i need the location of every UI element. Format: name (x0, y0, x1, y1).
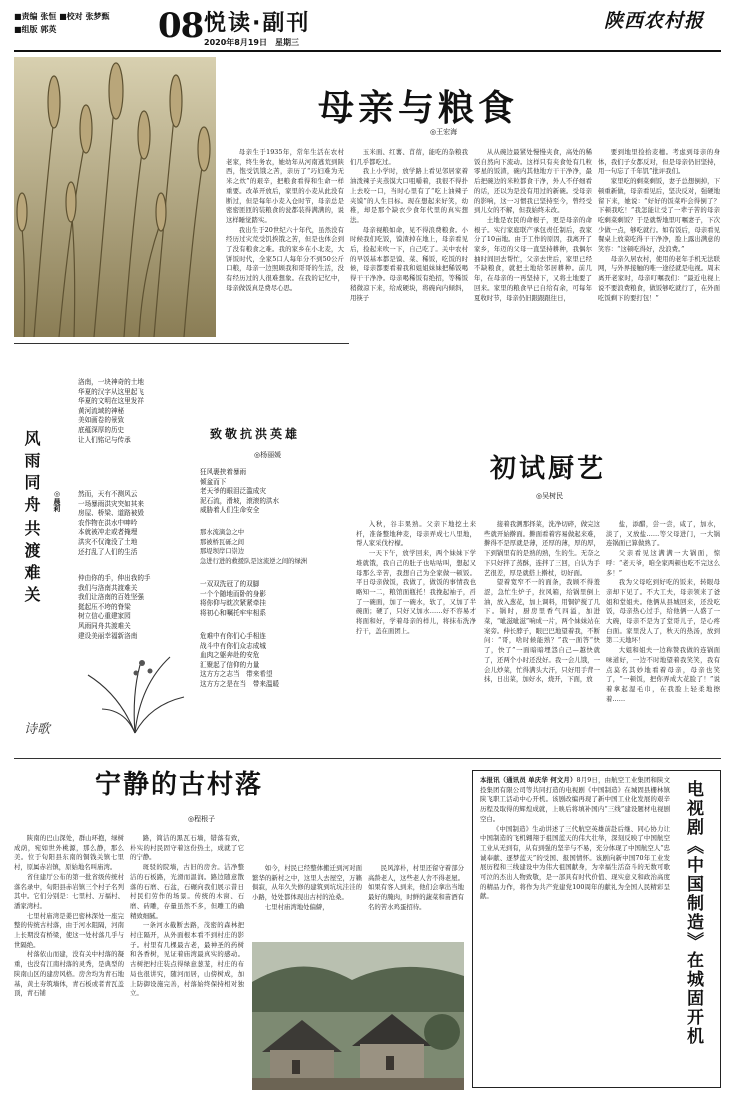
poem-line: 泥石流，滑坡，滚滚的洪水 (200, 496, 280, 505)
poem-line: 威胁着人们生命安全 (200, 506, 260, 515)
poem-stanza (200, 632, 279, 690)
paragraph: 民风淳朴，村里还留守着部分高龄老人，这些老人舍不得老屋。如果有客人到来，他们会拿出当地最好的腌肉，时鲜的蔬菜和苗酒有名的苦水鸡蛋招待。 (368, 864, 464, 911)
poem-line: 还打乱了人们的生活 (78, 547, 138, 556)
page-number: 08 (158, 6, 204, 46)
poem-stanza (78, 574, 151, 641)
paragraph: 父亲看见这满满一大锅面，惊呼：“老天爷，咱全家两顿也吃不完这么多！” (606, 549, 720, 577)
article4-author: ◎程根子 (188, 815, 216, 823)
article1-column-3 (474, 148, 592, 388)
poem-line: 挺起压不垮的脊梁 (78, 602, 131, 611)
section-title: 悦读·副刊 (204, 11, 311, 36)
paragraph: 七里村庙湾地处偏僻， (264, 902, 329, 911)
poem-line: 美如画卷的景致 (78, 416, 125, 425)
poem-line: 急进行进的救援队是这流逆之间的绿洲 (200, 557, 308, 565)
paragraph: 一天下午，放学回来，两个妹妹下学堆就饿，我自己的肚子也咕咕叫，想起又母那么辛苦，我想自己为全家做一顿饭。平日母亲做饭，我做了，做饭的事情我也略知一二，粮馆面瓶托！我挽起袖子，舀了一碗面，加了一碗水，软了，又加了半碗面；硬了，只好又加水……好不容易才将面和好，学着母亲的样儿，将抹布洗净拧干，盖在面团上。 (356, 549, 476, 635)
article1-column-4 (598, 148, 720, 388)
poem-line: 这方方之是在当 带来温暖 (200, 679, 280, 688)
paragraph: 大姐和姐夫一边称赞我做的连锅面味道好，一边不时地望着我笑笑，我有点莫名其妙地看着母亲，母亲也笑了，“一顿饭，把你弄成大花脸了！”说着拿起湿毛巾，在我脸上轻柔地擦着…… (606, 646, 720, 703)
designer-credit: ■组版 郭英 (14, 25, 57, 34)
poem-stanza (200, 468, 279, 516)
paragraph: 家里吃的剩菜剩饭，妻子总想倒掉，下顿重新做，母亲看见后，坚决反对，强硬地留下来，她说：“好好的饭菜咋会得倒了？下顿我吃！”我怎能让受了一辈子苦的母亲吃剩菜剩饭？于是就帮地里叮嘱妻子，下次少做一点，够吃就行。如有饭后，母亲看见餐桌上放菜吃得干干净净，脸上露出满意的笑容：“这顿吃得好，没浪费。” (598, 177, 720, 254)
orchid-illustration (80, 645, 190, 735)
poem-side-author: ◎晨莉 (53, 490, 61, 512)
paragraph: 母亲生于1935年，常年生活在农村老家，终生务农，她幼年从河南逃荒到陕西，饱受饥饿之苦，亲历了“巧妇难为无米之炊”的艰辛，把粮食看得和生命一样重要。改革开放后，家里的小麦从此没有断过，但是每年小麦入仓时节，母亲总是密密匝匝的装粮食的瓮都装得满满的，说这样睡觉踏实。 (226, 148, 344, 224)
poem-line: 这方方之志当 带来希望 (200, 670, 273, 679)
poem-line: 那堤坝岸口崇边 (200, 548, 245, 556)
article4-column-4 (368, 864, 464, 934)
poem-side-title-b: 共渡难关 (22, 520, 41, 608)
poem-line: 农作物在洪水中呻吟 (78, 518, 138, 527)
issue-date: 2020年8月19日 星期三 (204, 38, 299, 47)
poem-line: 危难中有你们心手相连 (200, 632, 266, 640)
paragraph: 入秋，谷丰果熟。父亲下地挖土来杆，准备整地种麦，母亲弄成七八里地，帮人家采伐柠檬。 (356, 520, 476, 548)
paragraph: 陕南的巴山深处，群山环抱，绿树成荫，宛如世外桃源，那么静，那么美。位于旬阳县东南的铜钱关镇七里村，原属赤岩镇，原始地名叫庙湾。 (14, 834, 124, 872)
paragraph: 望着宽窄不一的面条，我顾不得羞涩，急忙生炉子，拉风箱，给锅里倒上油，放入葱花，加上调料，用铜铲搅了几下。锅时，厨房里香气四溢，加进菜，“呲滋呲滋”响成一片，两个妹妹站在案旁。伸长脖子，眼巴巴地望着我，不断问：“哥，啥时候能熟？”我一面答“快了，快了”一面暗暗埋怨自己—越快就了，还两个小时还没好。我一会儿饿，一会儿炒菜，忙得满头大汗，只好用手背一抹，日出菜，加好水，烧开，下面，放 (484, 578, 600, 684)
article3-column-3 (606, 520, 720, 752)
news-brief-body (480, 776, 670, 1084)
poem-line: 底蕴深厚的历史 (78, 425, 125, 434)
poem-line: 我们与洛南共渡难关 (78, 583, 138, 592)
poem-line: 一双双洗冠了的双脚 (200, 580, 260, 588)
poem-line: 那被桥瓦砾之间 (200, 538, 245, 546)
header-rule (14, 50, 721, 52)
poem-line: 树立信心重建家园 (78, 612, 131, 621)
poem-line: 老天爷的眼泪泛滥成灾 (200, 487, 266, 496)
poem-line: 华夏的文明在这里发祥 (78, 397, 144, 406)
poem-line: 一个个随地而卧的身影 (200, 589, 266, 598)
article1-author: ◎王宏海 (430, 128, 458, 136)
poem-line: 风雨同舟共渡难关 (78, 621, 131, 630)
paragraph: 土地是农民的命根子，更是母亲的命根子。实行家庭联产承包责任制后，我家分了10亩地。由于工作的原因，我离开了家乡，年迈的父母一直坚持耕种，我偶尔抽时间回去帮忙，父亲去世后，家里已经不缺粮食，就把土地给邻居耕种。前几年，在母亲的一再坚持下，又将土地要了回来。家里的粮食早已自给有余，可每年夏收时节，母亲仍旧跟跟跟往日， (474, 215, 592, 302)
poem-line: 一场暴雨洪灾突如其来 (78, 499, 144, 508)
poem-line: 战斗中有你们众志成城 (200, 641, 266, 650)
wheat-photo (14, 57, 216, 337)
poem-line: 让人们铭记与传承 (78, 435, 131, 444)
article4-column-2 (130, 834, 244, 1089)
section-divider (14, 758, 721, 759)
poem-line: 狂风裹挟着暴雨 (200, 468, 247, 476)
article1-column-2 (350, 148, 468, 388)
paragraph: 路，简洁的黑瓦石墙，错落有致，朴实的村民固守着这份热土，成就了它的宁静。 (130, 834, 244, 862)
article3-author: ◎吴树民 (536, 492, 564, 500)
article3-column-2 (484, 520, 600, 752)
poem-stanza (78, 490, 144, 557)
paragraph: 七里村庙湾是姜巴密林深处一座完整的传统古村落，由于河水阻隔，河南上长期没有桥梁，使这一处村落几乎与世隔绝。 (14, 911, 124, 949)
poem-line: 将初心和嘱托牢牢相系 (200, 608, 266, 617)
village-photo (252, 942, 464, 1090)
paragraph: 省住建厅公布的第一批省级传统村落名录中，旬阳县赤岩镇三个村子名列其中。它们分别是：七里村、万福村、潘家湾村。 (14, 872, 124, 910)
article3-title: 初试厨艺 (490, 454, 607, 484)
poem-line: 将你仰与眈次紧紧牵挂 (200, 599, 266, 608)
paragraph (480, 776, 670, 825)
poem-line: 房屋、桥梁、道路被毁 (78, 509, 144, 518)
news-body-1: 8月9日，由航空工业集团和陕文投集团有限公司等共同打造的电视剧《中国制造》在城固县栅林镇陕飞职工活动中心开机。该剧改编再现了新中国工业化发展的艰辛历程及取得的辉煌成就，上映后将填补国内“三线”建设题材电视剧空白。 (480, 776, 670, 823)
paragraph: 一条河水截断去路，茂密的森林把村庄隔开，从外面根本看不到村庄的影子。村里有几棵最古老，最神圣的药树和各香树，见证着庙湾最真实的感动。古树把村庄装点得绿意葱茏，村庄的布局也很讲究，随河而居，山傍树成，加上防御设施完善，村落始终保持相对独立。 (130, 921, 244, 998)
article3-column-1 (356, 520, 476, 752)
paragraph: 玉米面、红薯、苜蓿，能吃的杂粮我们几乎都吃过。 (350, 148, 468, 166)
poem-title: 致敬抗洪英雄 (210, 427, 301, 441)
section-divider (14, 343, 349, 344)
poem-line: 华夏的汉字从这里起飞 (78, 387, 144, 396)
poem-line: 我们让洛南的百姓坚强 (78, 593, 144, 602)
poem-line: 汇聚起了信仰的力量 (200, 660, 260, 669)
paper-logo: 陕西农村报 (604, 10, 705, 32)
poem-line: 血肉之躯奔赴的安危 (200, 651, 260, 660)
poem-line: 黄河流域的神秘 (78, 406, 125, 415)
poem-stanza (200, 528, 307, 566)
poem-line: 仲由你的手，伸出我的手 (78, 574, 151, 582)
news-side-title: 电视剧《中国制造》在城固开机 (683, 780, 703, 1046)
paragraph: 母亲久居农村，使用的老年手机无法联网，与外界接触的唯一途径就是电视。周末离开老家时，母亲叮嘱我们：“最近电视上说不要浪费粮食，做饭够吃就行了，在外面吃饭剩下的要打包！” (598, 254, 720, 302)
news-lead: 本报讯（通讯员 单庆华 何文月） (480, 776, 577, 784)
poem-side-title-a: 风雨同舟 (22, 430, 41, 518)
paragraph: 盐，添醋，尝一尝，咸了，加水，淡了，又放盐……等父母进门，一大锅连锅面已算做熟了。 (606, 520, 720, 548)
poem-line: 倾盆而下 (200, 477, 227, 486)
poem-line: 洪灾不仅淹没了土地 (78, 537, 138, 546)
paragraph: 接着我测那择菜，洗净切碎，做完这些就开始擀面。擀面看着容易做起来难，擀得不是厚就是薄，还厚的薄，厚的厚，下到锅里有的是熟的熟，生的生。无奈之下只好拌了蒸酥，连拌了三回，自认为手艺很差，厚是就搭上擀杖，切好面。 (484, 520, 600, 577)
article1-column-1 (226, 148, 344, 340)
poem-stanza (200, 580, 266, 618)
category-label: 诗歌 (24, 722, 51, 737)
poem-line: 然而，天有不测风云 (78, 490, 138, 498)
paragraph: 村落依山而建，没有关中村落的凝重，也没有江南村落的灵秀，是典型的陕南山区的建房风格。房舍均为青石地基，黄土夯筑墙体，青石板或者青瓦盖顶，青石铺 (14, 950, 124, 998)
paragraph: 要到地里捡拾麦穗。考虑到母亲的身体，我们子女都反对，但是母亲仍旧坚持，用一句忘了千年饥”批评我们。 (598, 148, 720, 176)
paragraph: 斑驳的院墙，古旧的房舍。洁净整洁的石板路，光滑而温润。路边随意散落的石磨、石盆，石碾向我们展示昔日村民们劳作的场景。传统的木窗、石磨、砖雕，存量虽然不多，但雕工的确精致细腻。 (130, 863, 244, 920)
paragraph: 如今，村民已经整体搬迁到河对面繁华的新村之中，这里人去屋空，万籁俱寂，从年久失修的建筑到坑坑洼洼的小路，处处都体现出古村的沧桑。 (252, 864, 362, 902)
article4-title: 宁静的古村落 (95, 770, 264, 800)
paragraph: 《中国制造》生动讲述了三代航空英雄前赴后继、同心协力让中国制造的飞机翱翔于祖国蓝天的伟大壮举，深刻反映了中国航空工业从无到有，从有到强的坚辛与不易，充分体现了中国航空人“忠诚奉献、逐梦蓝天”的受国、报国情怀。该剧向新中国70年工业发展历程和三线建设中为伟大祖国献身，为幸福生活奋斗的无数可歌可泣的杰出人物致敬，是一部具有时代价值、现实意义和政治高度的精品力作，将作为共产党建党100周年的献礼为全国人民精彩呈献。 (480, 824, 670, 901)
article4-column-1 (14, 834, 124, 1089)
paragraph: 我为父母吃到好吃的饭来，转眼母亲却下见了。不大工夫，母亲领来了爸姐和堂姐夫。他俩从县城回来，还没吃饭，母亲热心过手，给他俩一人盛了一大碗，母亲不是为了堂哥儿子，是心疼白面。家里没人了，秋天的热汤，放到第二天地坏！ (606, 578, 720, 645)
poem-line: 建设美丽幸福新洛南 (78, 631, 138, 640)
poem-line: 本就被冲走或者掩埋 (78, 528, 138, 537)
paragraph: 母亲视粮如命，见不得浪费粮食。小时候我们吃饭，馍渣掉在地上，母亲看见后，捡起来吹一下，自己吃了。关中农村的早饭基本都是馍、菜、稀饭，吃饭的时候，母亲都要看着我和姐姐妹妹把稀饭喝得干干净净。母亲喝稀饭有绝招，等稀饭稍微凉下来，给成硬块，将碗向内倾斜，用筷子 (350, 225, 468, 302)
paragraph: 我上小学时，放学路上看见邻居家着油泼辣子夹蒸馍大口咀嚼着，我很不得扑上去咬一口，当时心里有了“吃上油辣子夹馍”的人生目标。现在想起来好笑，幼稚，却是那个缺衣少食年代里的真实想法。 (350, 167, 468, 224)
article4-column-3 (252, 864, 362, 934)
poem-line: 那水流滴急之中 (200, 529, 245, 536)
paragraph: 我出生于20世纪六十年代，虽然没有经历过灾荒受饥挨饿之苦，但是也体会到了没有粮食之难。我的家乡在小北麦，大饼饭时代，全家5口人每年分不到50公斤口粮，母亲一边照顾我和哥哥的生活，没有经历过的人很难想象。在我的记忆中，母亲做饭真是费尽心思。 (226, 225, 344, 292)
poem-author: ◎杨丽媛 (254, 451, 282, 459)
poem-stanza (78, 378, 144, 445)
paragraph: 从从碗边最紧处慢慢夹食，高处的稀饭自然向下流动。这样只有夹食处有几粒零星的饭渣，碗内其他地方干干净净，最后把碗边的米粒都食干净，外人不仔细看的话，还以为是没有用过的新碗。受母亲的影响，这一习惯我已坚持至今，曾经受到儿女的不解，但我始终未改。 (474, 148, 592, 215)
editor-credit: ■责编 张恒 ■校对 张梦甄 (14, 12, 110, 21)
article1-title: 母亲与粮食 (318, 88, 519, 129)
masthead-credits (14, 10, 109, 36)
poem-line: 洛南，一块神奇的土地 (78, 378, 144, 386)
